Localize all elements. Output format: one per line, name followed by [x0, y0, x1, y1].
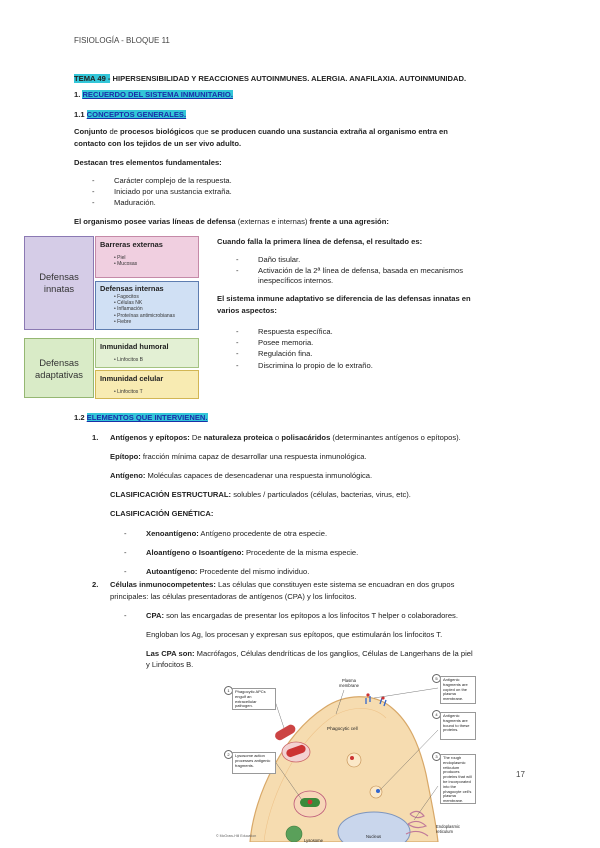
intro-normal-2: que	[193, 127, 211, 136]
antigeno-text	[110, 471, 372, 481]
intro-bold-2: procesos biológicos	[120, 127, 194, 136]
list-item: • Fiebre	[114, 319, 198, 325]
running-header: FISIOLOGÍA - BLOQUE 11	[74, 36, 170, 45]
section-1-1-number: 1.1	[74, 110, 87, 119]
intro-bold-3: se producen cuando una sustancia extraña al organismo entra en	[210, 127, 448, 136]
estructural-text	[110, 490, 411, 500]
internal-defenses-box	[95, 281, 199, 330]
estructural-def: solubles / particulados (células, bacterias, virus, etc).	[231, 490, 411, 499]
tema-title: HIPERSENSIBILIDAD Y REACCIONES AUTOINMUNES. ALERGIA. ANAFILAXIA. AUTOINMUNIDAD.	[110, 74, 467, 83]
intro-normal-1: de	[107, 127, 120, 136]
external-barriers-box	[95, 236, 199, 278]
tema-heading	[74, 74, 466, 84]
elements-list	[92, 175, 232, 209]
list-item	[124, 543, 358, 562]
internal-defenses-title: Defensas internas	[100, 284, 164, 293]
i1-normal-f: (determinantes antígenos o epítopos).	[330, 433, 461, 442]
fig-phago-cell-label: Phagocytic cell	[327, 726, 358, 731]
epitopo-text	[110, 452, 367, 462]
gen-def: Procedente del mismo individuo.	[197, 567, 310, 576]
falla-continuation: inespecíficos internos.	[258, 276, 334, 285]
antigeno-def: Moléculas capaces de desencadenar una respuesta inmunológica.	[145, 471, 373, 480]
fig-step-3-box: The rough endoplasmic reticulum produces proteins that will be incorporated into the phagocyte cell's plasma membrane.	[440, 754, 476, 804]
list-item: - Maduración.	[92, 197, 232, 208]
i2-bold: Células inmunocompetentes:	[110, 580, 216, 589]
fig-er-label: Endoplasmic reticulum	[436, 824, 460, 834]
antigeno-label: Antígeno:	[110, 471, 146, 480]
adaptive-label-1: Defensas	[39, 357, 79, 368]
fig-step-2-box: Lysosome action processes antigenic fragments.	[232, 752, 276, 774]
fig-step-3-marker: 3	[432, 752, 441, 761]
fig-nucleus-label: Nucleus	[366, 834, 382, 839]
gen-label: Xenoantígeno:	[146, 529, 199, 538]
lascpa-def: Macrófagos, Células dendríticas de los ganglios, Células de Langerhans de la piel	[194, 649, 473, 658]
section-1-2-heading	[74, 413, 208, 423]
item-1-number: 1.	[92, 433, 99, 442]
list-item: - Daño tisular.	[236, 254, 463, 265]
estructural-label: CLASIFICACIÓN ESTRUCTURAL:	[110, 490, 232, 499]
list-item: • Fagocitos	[114, 294, 198, 300]
internal-defenses-list	[100, 294, 198, 325]
las-cpa-text-2: y Linfocitos B.	[146, 660, 194, 669]
i1-bold-e: polisacáridos	[281, 433, 331, 442]
list-item	[124, 610, 458, 621]
list-item: • Inflamación	[114, 306, 198, 312]
adaptive-list	[236, 326, 373, 371]
falla-heading: Cuando falla la primera línea de defensa, el resultado es:	[217, 237, 423, 246]
intro-line-1	[74, 127, 448, 137]
falla-list	[236, 254, 463, 276]
las-cpa-text-1	[146, 649, 473, 659]
i1-normal-b: De	[189, 433, 204, 442]
cellular-immunity-title: Inmunidad celular	[100, 374, 164, 383]
list-item: - Iniciado por una sustancia extraña.	[92, 186, 232, 197]
list-item: • Proteínas antimicrobianas	[114, 313, 198, 319]
i1-normal-d: o	[272, 433, 282, 442]
fig-plasma-label: Plasma membrane	[338, 678, 359, 688]
list-item: - Respuesta específica.	[236, 326, 373, 337]
epitopo-label: Epítopo:	[110, 452, 141, 461]
cpa-list	[124, 610, 458, 621]
external-barriers-title: Barreras externas	[100, 240, 163, 249]
intro-line-2: contacto con los tejidos de un ser vivo adulto.	[74, 139, 242, 148]
adaptive-heading-1: El sistema inmune adaptativo se diferencia de las defensas innatas en	[217, 294, 471, 303]
genetica-list	[124, 524, 358, 581]
cpa-label: CPA:	[146, 611, 164, 620]
item-1-text	[110, 433, 461, 443]
innate-label-2: innatas	[43, 283, 75, 294]
genetica-heading: CLASIFICACIÓN GENÉTICA:	[110, 509, 214, 518]
innate-label-1: Defensas	[39, 271, 79, 282]
list-item: - Carácter complejo de la respuesta.	[92, 175, 232, 186]
item-2-number: 2.	[92, 580, 99, 589]
list-item: • Piel	[114, 255, 198, 261]
adaptive-label-2: adaptativas	[35, 369, 83, 380]
section-1-2-title: ELEMENTOS QUE INTERVIENEN.	[86, 413, 208, 422]
list-item: • Linfocitos B	[114, 357, 198, 363]
fig-step-2-marker: 2	[224, 750, 233, 759]
i2-normal: Las células que constituyen este sistema se encuadran en dos grupos	[215, 580, 455, 589]
destacan-text: Destacan tres elementos fundamentales:	[74, 158, 222, 167]
intro-bold-1: Conjunto	[74, 127, 108, 136]
list-item: - Discrimina lo propio de lo extraño.	[236, 360, 373, 371]
humoral-immunity-list	[100, 357, 198, 363]
page-number: 17	[516, 770, 525, 779]
section-1-heading	[74, 90, 233, 100]
lineas-bold-1: El organismo posee varias líneas de defensa	[74, 217, 236, 226]
lineas-defensa-text	[74, 217, 389, 227]
list-item	[124, 524, 358, 543]
list-item: - Posee memoria.	[236, 337, 373, 348]
fig-copyright: © McGraw-Hill Education	[216, 834, 257, 838]
item-2-text-1	[110, 580, 454, 590]
epitopo-def: fracción mínima capaz de desarrollar una respuesta inmunológica.	[140, 452, 367, 461]
humoral-immunity-box	[95, 338, 199, 368]
fig-lysosome-label: Lysosome	[304, 838, 323, 843]
list-item	[124, 562, 358, 581]
item-2-text-2: principales: las células presentadoras de antígenos (CPA) y los linfocitos.	[110, 592, 357, 601]
fig-step-1-marker: 1	[224, 686, 233, 695]
section-1-2-number: 1.2	[74, 413, 87, 422]
engloban-text: Engloban los Ag, los procesan y expresan sus epítopos, que estimularán los linfocitos T.	[146, 630, 443, 639]
gen-def: Antígeno procedente de otra especie.	[198, 529, 328, 538]
gen-label: Aloantígeno o Isoantígeno:	[146, 548, 244, 557]
humoral-immunity-title: Inmunidad humoral	[100, 342, 169, 351]
apc-figure	[214, 674, 476, 842]
i1-bold-a: Antígenos y epítopos:	[110, 433, 190, 442]
i1-bold-c: naturaleza proteica	[203, 433, 273, 442]
section-1-title: RECUERDO DEL SISTEMA INMUNITARIO.	[82, 90, 233, 99]
list-item: • Mucosas	[114, 261, 198, 267]
fig-step-1-box: Phagocytic APCs engulf an extracellular pathogen.	[232, 688, 276, 710]
adaptive-defenses-box	[24, 338, 94, 398]
tema-number: TEMA 49 -	[74, 74, 111, 83]
gen-def: Procedente de la misma especie.	[243, 548, 359, 557]
fig-step-4-marker: 4	[432, 710, 441, 719]
fig-step-5-box: Antigenic fragments are copied on the plasma membrane.	[440, 676, 476, 704]
section-1-number: 1.	[74, 90, 83, 99]
innate-defenses-box	[24, 236, 94, 330]
section-1-1-title: CONCEPTOS GENERALES.	[86, 110, 187, 119]
cellular-immunity-list	[100, 389, 198, 395]
cpa-def: son las encargadas de presentar los epítopos a los linfocitos T helper o colaboradores.	[164, 611, 458, 620]
list-item: - Regulación fina.	[236, 348, 373, 359]
section-1-1-heading	[74, 110, 186, 120]
list-item: • Linfocitos T	[114, 389, 198, 395]
list-item: - Activación de la 2ª línea de defensa, basada en mecanismos	[236, 265, 463, 276]
adaptive-heading-2: varios aspectos:	[217, 306, 277, 315]
fig-step-4-box: Antigenic fragments are bound to these proteins.	[440, 712, 476, 740]
cellular-immunity-box	[95, 370, 199, 399]
external-barriers-list	[100, 255, 198, 267]
gen-label: Autoantígeno:	[146, 567, 198, 576]
lascpa-label: Las CPA son:	[146, 649, 195, 658]
fig-step-5-marker: 5	[432, 674, 441, 683]
list-item: • Células NK	[114, 300, 198, 306]
lineas-normal: (externas e internas)	[235, 217, 310, 226]
lineas-bold-2: frente a una agresión:	[309, 217, 389, 226]
